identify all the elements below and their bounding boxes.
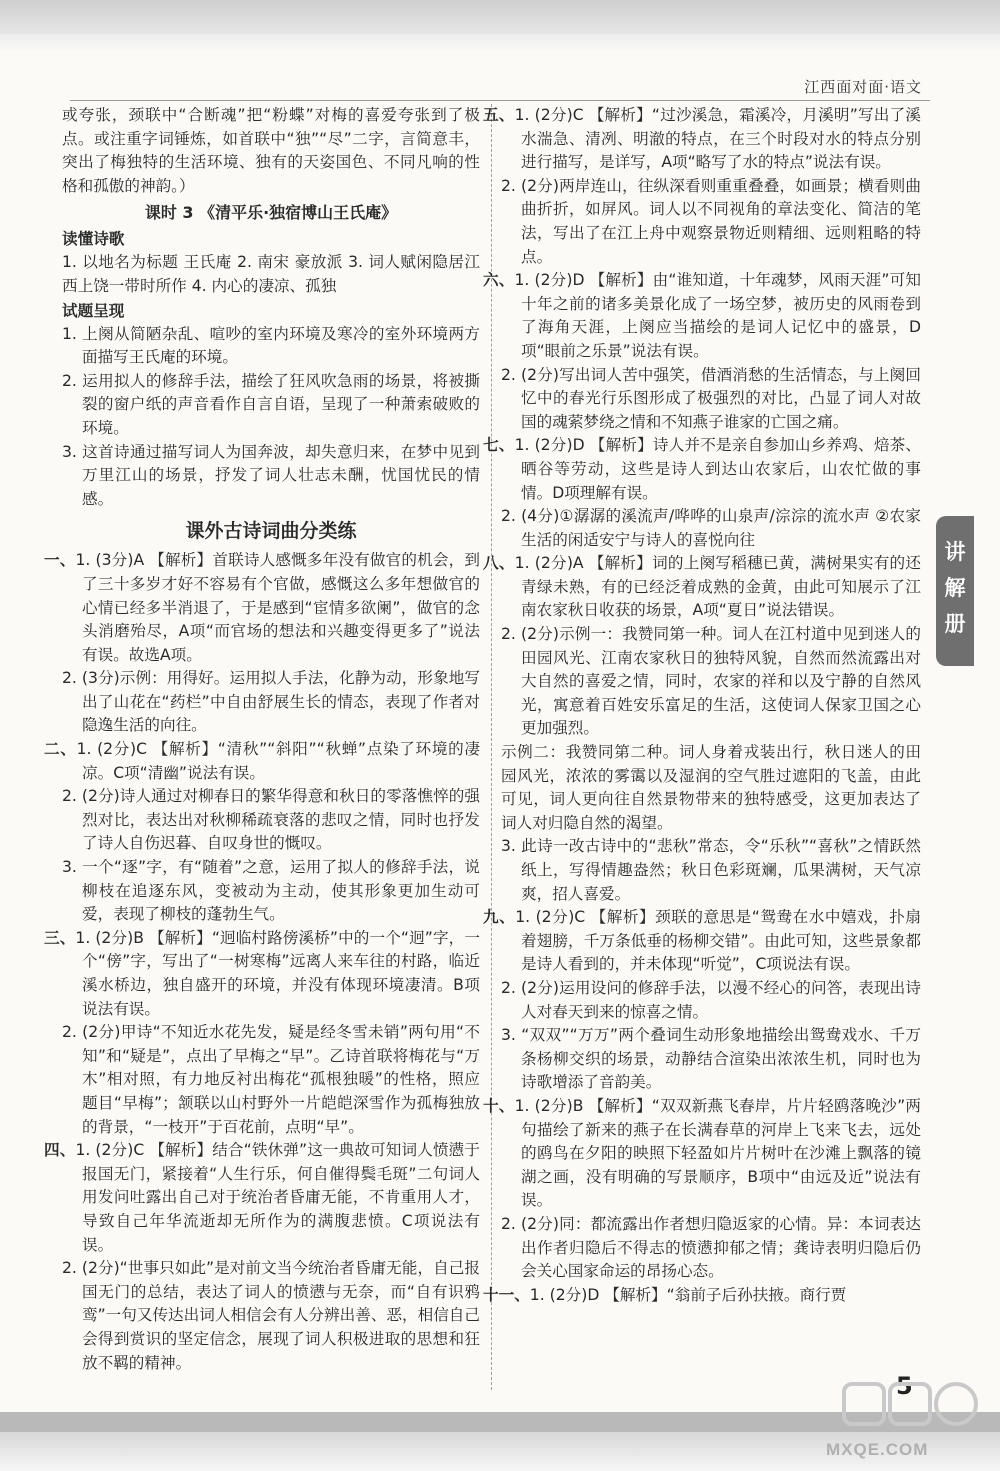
watermark-logo-icon [840,1376,980,1446]
right-column [483,104,921,1307]
group-number: 三、 [44,928,76,947]
group-number: 八、 [483,554,515,573]
question-group-5 [483,104,921,269]
question-item: 三、1. (2分)B 【解析】“迥临村路傍溪桥”中的一个“迥”字，一个“傍”字，写出了“一树寒梅”远离人来车往的村路，临近溪水桥边，独自盛开的环境，并没有体现环境凄清。B项说法有误。 [44,928,480,1018]
question-item: 一、1. (3分)A 【解析】首联诗人感慨多年没有做官的机会，到了三十多岁才好不容易有个官做，感慨这么多年想做官的心情已经多半消退了，于是感到“宦情多欲阑”，做官的念头消磨殆尽，A项“而官场的想法和兴趣变得更多了”说法有误。故选A项。 [44,551,480,664]
group-number: 十一、 [483,1285,530,1304]
scan-top-shade [0,34,1000,52]
question-item: 十、1. (2分)B 【解析】“双双新燕飞春岸，片片轻鸥落晚沙”两句描绘了新来的燕子在长满春草的河岸上飞来飞去，远处的鸥鸟在夕阳的映照下轻盈如片片树叶在沙滩上飘落的镜湖之画，没有明确的写景顺序，B项中“由远及近”说法有误。 [483,1096,921,1210]
side-tab-char: 解 [944,576,966,600]
read-poem-heading: 读懂诗歌 [62,230,125,249]
section-big-title: 课外古诗词曲分类练 [185,520,357,543]
question-group-10 [483,1095,921,1284]
column-divider [491,104,492,1390]
question-group-3 [44,927,480,1139]
exam-item: 1. 上阕从简陋杂乱、喧吵的室内环境及寒冷的室外环境两方面描写王氏庵的环境。 [62,324,480,367]
question-group-6 [483,269,921,434]
exam-item: 3. 这首诗通过描写词人为国奔波，却失意归来，在梦中见到万里江山的场景，抒发了词人壮志未酬，忧国忧民的情感。 [62,442,480,508]
question-item: 2. (2分)甲诗“不知近水花先发，疑是经冬雪未销”两句用“不知”和“疑是”，点出了早梅之“早”。乙诗首联将梅花与“万木”相对照，有力地反衬出梅花“孤根独暖”的性格，照应题目“早梅”；颔联以山村野外一片皑皑深雪作为孤梅独放的背景，“一枝开”于百花前，点明“早”。 [62,1023,480,1136]
question-item: 2. (2分)同：都流露出作者想归隐返家的心情。异：本词表达出作者归隐后不得志的愤懑抑郁之情；龚诗表明归隐后仍会关心国家命运的昂扬心态。 [501,1214,921,1281]
group-number: 四、 [44,1141,76,1160]
question-item: 五、1. (2分)C 【解析】“过沙溪急，霜溪冷，月溪明”写出了溪水湍急、清冽、明澈的特点，在三个时段对水的特点分别进行描写，是详写，A项“略写了水的特点”说法有误。 [483,106,921,172]
question-group-7 [483,434,921,552]
group-number: 五、 [483,106,515,124]
question-item: 2. (4分)①潺潺的溪流声/哗哗的山泉声/淙淙的流水声 ②农家生活的闲适安宁与诗人的喜悦向往 [501,507,921,549]
lesson-title: 课时 3 《清平乐·独宿博山王氏庵》 [144,203,398,223]
question-group-8 [483,552,921,906]
question-item: 八、1. (2分)A 【解析】词的上阕写稻穗已黄，满树果实有的还青绿未熟，有的已经泛着成熟的金黄，由此可知展示了江南农家秋日收获的场景，A项“夏日”说法错误。 [483,554,921,620]
question-item: 3. 此诗一改古诗中的“悲秋”常态，令“乐秋”“喜秋”之情跃然纸上，写得情趣盎然；秋日色彩斑斓，瓜果满树，天气凉爽，招人喜爱。 [501,837,921,903]
question-group-1 [44,549,480,738]
question-item: 六、1. (2分)D 【解析】由“谁知道，十年魂梦，风雨天涯”可知十年之前的诸多美景化成了一场空梦，被历史的风雨卷到了海角天涯，上阕应当描绘的是词人记忆中的盛景，D项“眼前之乐景”说法有误。 [483,271,921,360]
group-number: 十、 [483,1096,515,1115]
group-number: 一、 [44,551,76,570]
exam-heading: 试题呈现 [62,301,125,320]
question-item: 二、1. (2分)C 【解析】“清秋”“斜阳”“秋蝉”点染了环境的凄凉。C项“清幽”说法有误。 [44,740,480,782]
question-item: 2. (2分)示例一：我赞同第一种。词人在江村道中见到迷人的田园风光、江南农家秋日的独特风貌，自然而然流露出对大自然的喜爱之情，同时，农家的祥和以及宁静的自然风光，寓意着百姓安乐富足的生活，这使词人保家卫国之心更加强烈。 [501,625,921,738]
intro-paragraph: 或夸张，颈联中“合断魂”把“粉蝶”对梅的喜爱夸张到了极点。或注重字词锤炼，如首联中“独”“尽”二字，言简意丰，突出了梅独特的生活环境、独有的天姿国色、不同凡响的性格和孤傲的神韵。） [62,106,480,195]
question-item: 2. (2分)“世事只如此”是对前文当今统治者昏庸无能，自己报国无门的总结，表达了词人的愤懑与无奈，而“自有识鸦鸾”一句又传达出词人相信会有人分辨出善、恶，相信自己会得到赏识的坚定信念，展现了词人积极进取的思想和狂放不羁的精神。 [62,1259,480,1372]
question-item: 2. (2分)运用设问的修辞手法，以漫不经心的问答，表现出诗人对春天到来的惊喜之情。 [501,978,921,1021]
group-number: 二、 [44,740,77,759]
watermark-url: MXQE.COM [826,1440,929,1459]
question-item: 2. (3分)示例：用得好。运用拟人手法，化静为动，形象地写出了山花在“药栏”中自由舒展生长的情态，表现了作者对隐逸生活的向往。 [62,669,480,735]
side-tab-explain-booklet [936,516,974,666]
question-item: 3. “双双”“万万”两个叠词生动形象地描绘出鸳鸯戏水、千万条杨柳交织的场景，动静结合渲染出浓浓生机，同时也为诗歌增添了音韵美。 [501,1026,921,1092]
question-item: 2. (2分)两岸连山，往纵深看则重重叠叠，如画景；横看则曲曲折折，如屏风。词人以不同视角的章法变化、简洁的笔法，写出了在江上舟中观察景物近则精细、远则粗略的特点。 [501,176,921,266]
header-rule [70,100,930,101]
question-item: 九、1. (2分)C 【解析】颈联的意思是“鸳鸯在水中嬉戏，扑扇着翅膀，千万条低垂的杨柳交错”。由此可知，这些景象都是诗人看到的，并未体现“听觉”，C项说法有误。 [483,908,921,974]
question-item: 2. (2分)写出词人苦中强笑，借酒消愁的生活情态，与上阕回忆中的春光行乐图形成了极强烈的对比，凸显了词人对故国的魂萦梦绕之情和不知燕子谁家的亡国之痛。 [501,365,921,431]
page-number: 5 [896,1372,913,1400]
group-number: 九、 [483,908,516,927]
question-item: 3. 一个“逐”字，有“随着”之意，运用了拟人的修辞手法，说柳枝在追逐东风，变被动为主动，使其形象更加生动可爱，表现了柳枝的蓬勃生气。 [62,858,480,924]
group-number: 七、 [483,436,515,455]
exam-item: 2. 运用拟人的修辞手法，描绘了狂风吹急雨的场景，将被撕裂的窗户纸的声音看作自言自语，呈现了一种萧索破败的环境。 [62,371,480,437]
scan-top-bar [0,0,1000,34]
question-group-9 [483,906,921,1095]
read-poem-answers: 1. 以地名为标题 王氏庵 2. 南宋 豪放派 3. 词人赋闲隐居江西上饶一带时所作 4. 内心的凄凉、孤独 [62,253,480,295]
question-group-2 [44,738,480,927]
side-tab-char: 讲 [944,540,966,564]
question-item: 七、1. (2分)D 【解析】诗人并不是亲自参加山乡养鸡、焙茶、晒谷等劳动，这些是诗人到达山农家后，山农忙做的事情。D项理解有误。 [483,436,921,502]
question-group-11 [483,1284,921,1308]
group-number: 六、 [483,271,515,290]
header-title: 江西面对面·语文 [804,78,922,96]
side-tab-char: 册 [944,612,966,636]
question-item: 四、1. (2分)C 【解析】结合“铁休弹”这一典故可知词人愤懑于报国无门，紧接着“人生行乐，何自催得鬓毛斑”二句词人用发问吐露出自己对于统治者昏庸无能，不肯重用人才，导致自己年华流逝却无所作为的满腹悲愤。C项说法有误。 [44,1141,480,1254]
question-group-4 [44,1139,480,1375]
question-item-continued: 示例二：我赞同第二种。词人身着戎装出行，秋日迷人的田园风光，浓浓的雾霭以及湿润的空气胜过遮阳的飞盖，由此可见，词人更向往自然景物带来的独特感受，这更加表达了词人对归隐自然的渴望。 [501,743,921,832]
question-item: 十一、1. (2分)D 【解析】“翁前子后孙扶掖。商行贾 [483,1285,847,1304]
question-item: 2. (2分)诗人通过对柳春日的繁华得意和秋日的零落憔悴的强烈对比，表达出对秋柳稀疏衰落的悲叹之情，同时也抒发了诗人自伤迟暮、自叹身世的慨叹。 [62,787,480,853]
left-column [44,104,480,1375]
